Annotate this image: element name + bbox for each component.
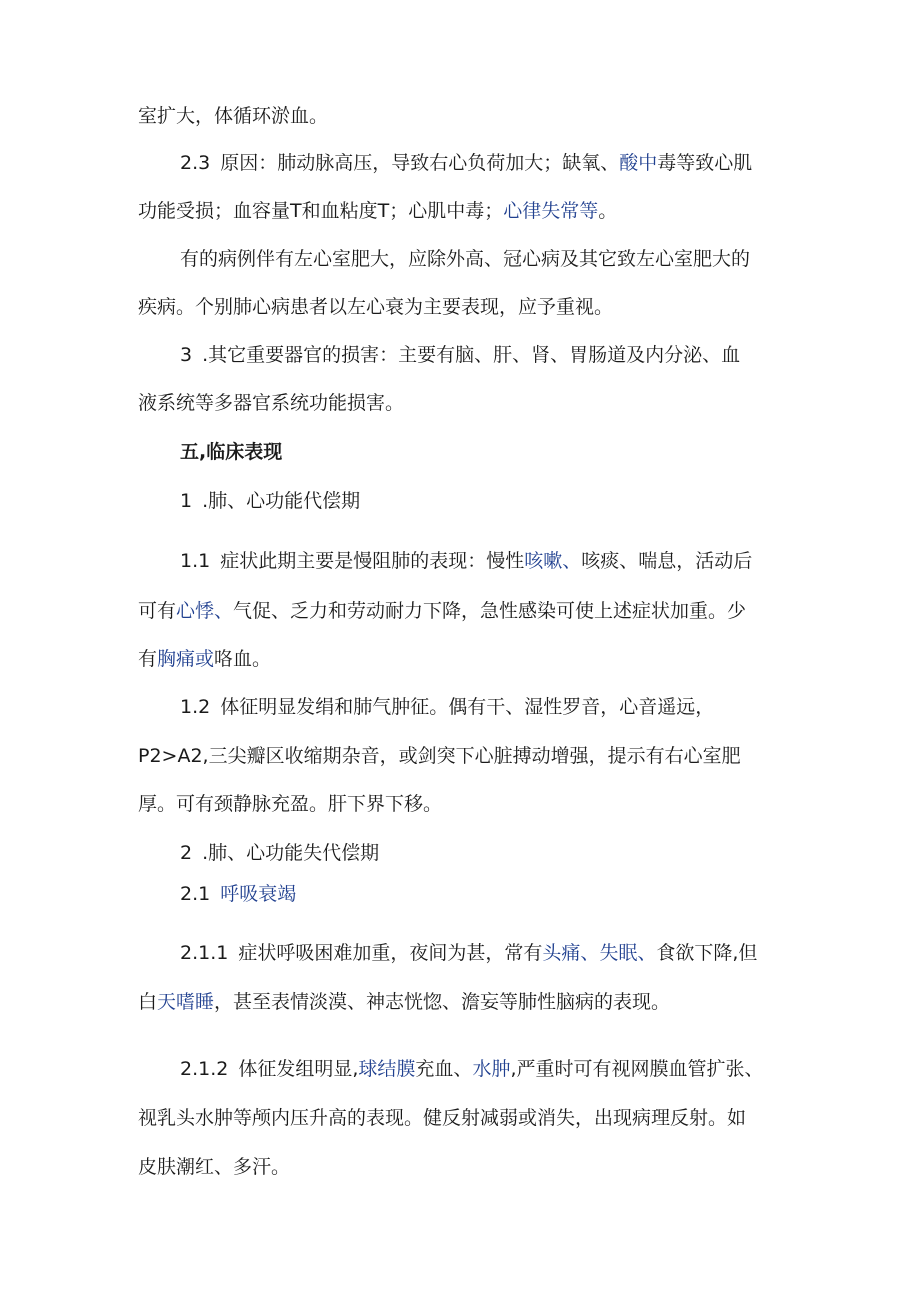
text: 原因：肺动脉高压，导致右心负荷加大；缺氧、 [220, 152, 620, 174]
section-number: 2.1 [180, 883, 211, 905]
section-number: 1 [180, 490, 193, 512]
text: 疾病。个别肺心病患者以左心衰为主要表现，应予重视。 [138, 296, 614, 318]
text: 厚。可有颈静脉充盈。肝下界下移。 [138, 793, 443, 815]
hyperlink[interactable]: 天嗜睡 [157, 991, 215, 1013]
text: 体征明显发绢和肺气肿征。偶有干、湿性罗音，心音遥远， [220, 696, 715, 718]
text: ,严重时可有视网膜血管扩张、 [510, 1058, 764, 1080]
paragraph-line [180, 1056, 764, 1082]
paragraph-line [138, 598, 746, 624]
text: 毒等致心肌 [657, 152, 753, 174]
text: 咯血。 [214, 648, 272, 670]
text: 室扩大，体循环淤血。 [138, 105, 329, 127]
section-number: 2.1.1 [180, 942, 229, 964]
paragraph-line [138, 103, 328, 129]
subsection-heading [180, 881, 296, 907]
text: 症状呼吸困难加重，夜间为甚，常有 [238, 942, 543, 964]
text: 体征发组明显, [238, 1058, 359, 1080]
paragraph-line [138, 791, 442, 817]
section-number: 1.2 [180, 696, 211, 718]
hyperlink[interactable]: 头痛、失眠、 [542, 942, 657, 964]
text: 功能受损；血容量T和血粘度T；心肌中毒； [138, 200, 504, 222]
paragraph-line [138, 294, 613, 320]
text: 。 [598, 200, 618, 222]
text: 皮肤潮红、多汗。 [138, 1156, 291, 1178]
text: .其它重要器官的损害：主要有脑、肝、肾、胃肠道及内分泌、血 [202, 344, 741, 366]
text: 白 [138, 991, 158, 1013]
text: 充血、 [415, 1058, 473, 1080]
paragraph-line [180, 940, 757, 966]
hyperlink[interactable]: 心悸、 [176, 600, 234, 622]
text: 液系统等多器官系统功能损害。 [138, 392, 405, 414]
paragraph-line [138, 646, 271, 672]
text: P2>A2,三尖瓣区收缩期杂音，或剑突下心脏搏动增强，提示有右心室肥 [138, 745, 741, 767]
hyperlink[interactable]: 酸中 [619, 152, 658, 174]
section-number: 1.1 [180, 550, 211, 572]
paragraph-line [138, 989, 670, 1015]
hyperlink[interactable]: 球结膜 [358, 1058, 416, 1080]
paragraph-line [180, 246, 750, 272]
section-number: 2.3 [180, 152, 211, 174]
hyperlink[interactable]: 水肿 [472, 1058, 511, 1080]
text: 食欲下降,但 [656, 942, 758, 964]
section-heading: 五,临床表现 [180, 441, 283, 463]
paragraph-line [138, 390, 404, 416]
text: 气促、乏力和劳动耐力下降，急性感染可使上述症状加重。少 [233, 600, 747, 622]
paragraph-line [180, 694, 714, 720]
section-number: 3 [180, 344, 193, 366]
paragraph-line [138, 1154, 290, 1180]
text: 咳痰、喘息，活动后 [581, 550, 753, 572]
text: 有 [138, 648, 158, 670]
subsection-heading [180, 840, 379, 866]
paragraph-line [180, 548, 752, 574]
subsection-heading [180, 488, 360, 514]
text: .肺、心功能代偿期 [202, 490, 361, 512]
paragraph-line [138, 1105, 746, 1131]
text: 有的病例伴有左心室肥大，应除外高、冠心病及其它致左心室肥大的 [180, 248, 751, 270]
hyperlink[interactable]: 咳嗽、 [524, 550, 582, 572]
paragraph-line [138, 743, 741, 769]
text: 视乳头水肿等颅内压升高的表现。健反射减弱或消失，出现病理反射。如 [138, 1107, 747, 1129]
paragraph-line [180, 342, 740, 368]
paragraph-line [180, 150, 752, 176]
text: .肺、心功能失代偿期 [202, 842, 380, 864]
paragraph-line [138, 198, 617, 224]
hyperlink[interactable]: 心律失常等 [503, 200, 599, 222]
text: 症状此期主要是慢阻肺的表现：慢性 [220, 550, 525, 572]
section-number: 2.1.2 [180, 1058, 229, 1080]
text: ，甚至表情淡漠、神志恍惚、澹妄等肺性脑病的表现。 [214, 991, 671, 1013]
section-number: 2 [180, 842, 193, 864]
text: 可有 [138, 600, 177, 622]
hyperlink[interactable]: 呼吸衰竭 [220, 883, 297, 905]
hyperlink[interactable]: 胸痛或 [157, 648, 215, 670]
